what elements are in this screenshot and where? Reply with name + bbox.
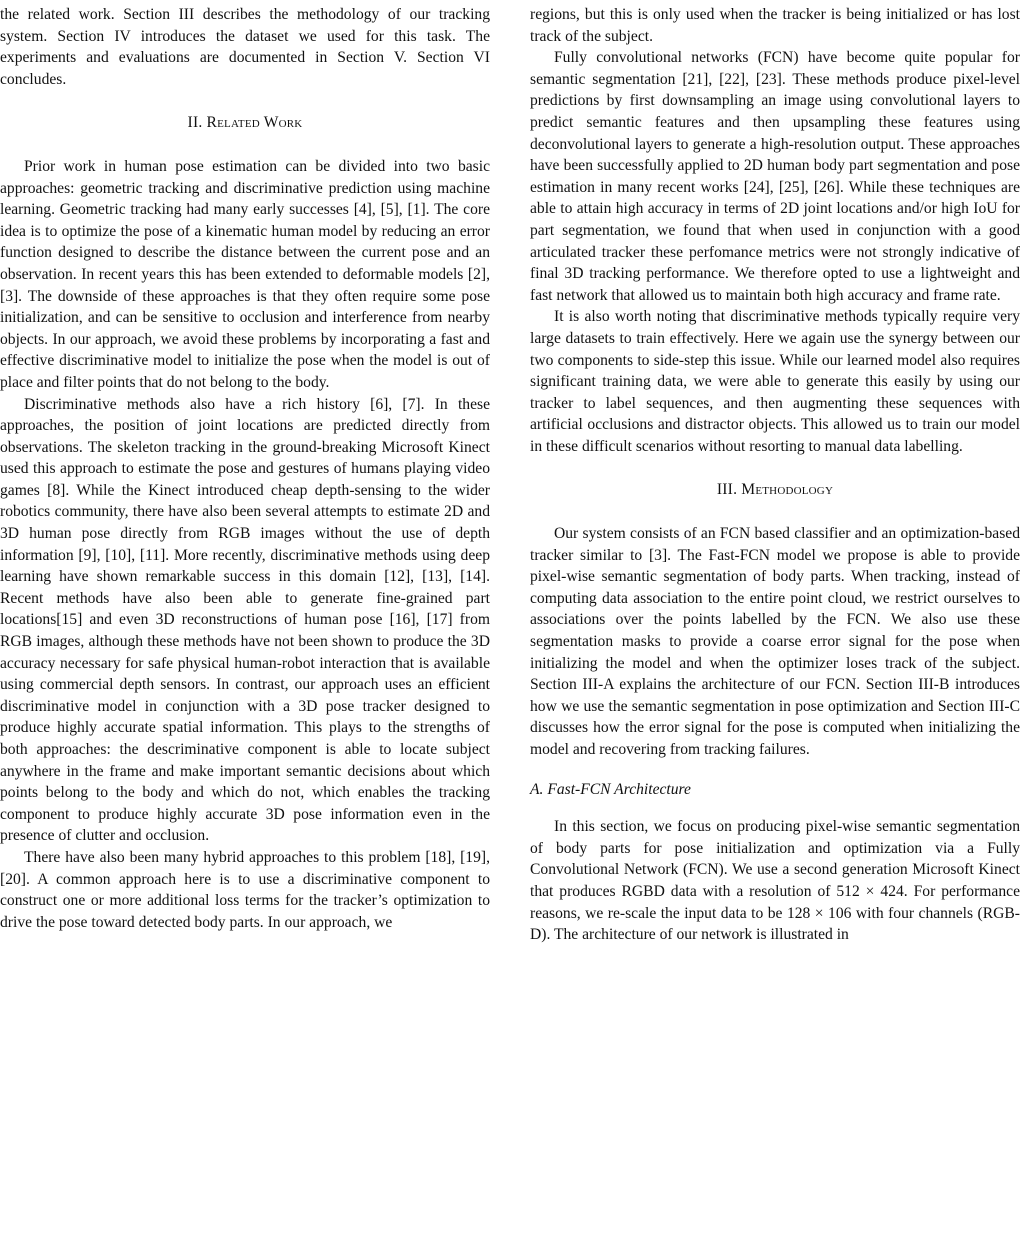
right-column <box>530 4 1020 946</box>
methodology-paragraph: Our system consists of an FCN based classifier and an optimization-based tracker similar to [3]. The Fast-FCN model we propose is able to provide pixel-wise semantic segmentation of body parts. When tracking, instead of computing data association to the entire point cloud, we restrict ourselves to associations over the points labelled by the FCN. We also use these segmentation masks to provide a coarse error signal for the pose when initializing the model and when the optimizer loses track of the subject. Section III-A explains the architecture of our FCN. Section III-B introduces how we use the semantic segmentation in pose optimization and Section III-C discusses how the error signal for the pose is computed when initializing the model and recovering from tracking failures. <box>530 525 1020 758</box>
section-heading-related-work: II. Related Work <box>187 114 303 132</box>
subsection-heading-fast-fcn: A. Fast-FCN Architecture <box>530 780 691 798</box>
left-column <box>0 4 490 933</box>
datasets-paragraph: It is also worth noting that discriminative methods typically require very large datasets to train effectively. Here we again use the synergy between our two components to side-step this issue. While our learned model also requires significant training data, we were able to generate this easily by using our tracker to label sequences, and then augmenting these sequences with artificial occlusions and distractor objects. This allowed us to train our model in these difficult scenarios without resorting to manual data labelling. <box>530 308 1020 455</box>
architecture-paragraph: In this section, we focus on producing pixel-wise semantic segmentation of body parts for pose initialization and optimization via a Fully Convolutional Network (FCN). We use a second generation Microsoft Kinect that produces RGBD data with a resolution of 512 × 424. For performance reasons, we re-scale the input data to be 128 × 106 with four channels (RGB-D). The architecture of our network is illustrated in <box>530 818 1020 944</box>
intro-paragraph: the related work. Section III describes the methodology of our tracking system. Section IV introduces the dataset we used for this task. The experiments and evaluations are documented in Section V. Section VI concludes. <box>0 6 490 88</box>
related-work-paragraph-3: There have also been many hybrid approaches to this problem [18], [19], [20]. A common approach here is to use a discriminative component to construct one or more additional loss terms for the tracker’s optimization to drive the pose toward detected body parts. In our approach, we <box>0 848 490 931</box>
related-work-paragraph-2: Discriminative methods also have a rich history [6], [7]. In these approaches, the position of joint locations are predicted directly from observations. The skeleton tracking in the ground-breaking Microsoft Kinect used this approach to estimate the pose and gestures of humans playing video games [8]. While the Kinect introduced cheap depth-sensing to the wider robotics community, there have also been several attempts to estimate 2D and 3D human pose directly from RGB images without the use of depth information [9], [10], [11]. More recently, discriminative methods using deep learning have shown remarkable success in this domain [12], [13], [14]. Recent methods have also been able to generate fine-grained part locations[15] and even 3D reconstructions of human pose [16], [17] from RGB images, although these methods have not been shown to produce the 3D accuracy necessary for safe physical human-robot interaction that is available using commercial depth sensors. In contrast, our approach uses an efficient discriminative model in conjunction with a 3D pose tracker designed to produce highly accurate spatial information. This plays to the strengths of both approaches: the descriminative component is able to locate subject anywhere in the frame and make important semantic decisions about which points belong to the body and which do not, which enables the tracking component to produce highly accurate 3D pose information even in the presence of clutter and occlusion. <box>0 395 490 845</box>
fcn-paragraph: Fully convolutional networks (FCN) have become quite popular for semantic segmentation [21], [22], [23]. These methods produce pixel-level predictions by first downsampling an image using convolutional layers to predict semantic features and then upsampling these features using deconvolutional layers to generate a high-resolution output. These approaches have been successfully applied to 2D human body part segmentation and pose estimation in many recent works [24], [25], [26]. While these techniques are able to attain high accuracy in terms of 2D joint locations and/or high IoU for part segmentation, we found that when used in conjunction with a good articulated tracker these perfomance metrics were not strongly indicative of final 3D tracking performance. We therefore opted to use a lightweight and fast network that allowed us to maintain both high accuracy and frame rate. <box>530 49 1020 304</box>
related-work-paragraph-1: Prior work in human pose estimation can be divided into two basic approaches: geometric tracking and discriminative prediction using machine learning. Geometric tracking had many early successes [4], [5], [1]. The core idea is to optimize the pose of a kinematic human model by reducing an error function designed to describe the distance between the current pose and an observation. In recent years this has been extended to deformable models [2], [3]. The downside of these approaches is that they often require some pose initialization, and can be sensitive to occlusion and interference from nearby objects. In our approach, we avoid these problems by incorporating a fast and effective discriminative model to initialize the pose when the model is out of place and filter points that do not belong to the body. <box>0 157 490 391</box>
continued-paragraph: regions, but this is only used when the tracker is being initialized or has lost track of the subject. <box>530 6 1020 45</box>
section-heading-methodology: III. Methodology <box>716 481 834 499</box>
